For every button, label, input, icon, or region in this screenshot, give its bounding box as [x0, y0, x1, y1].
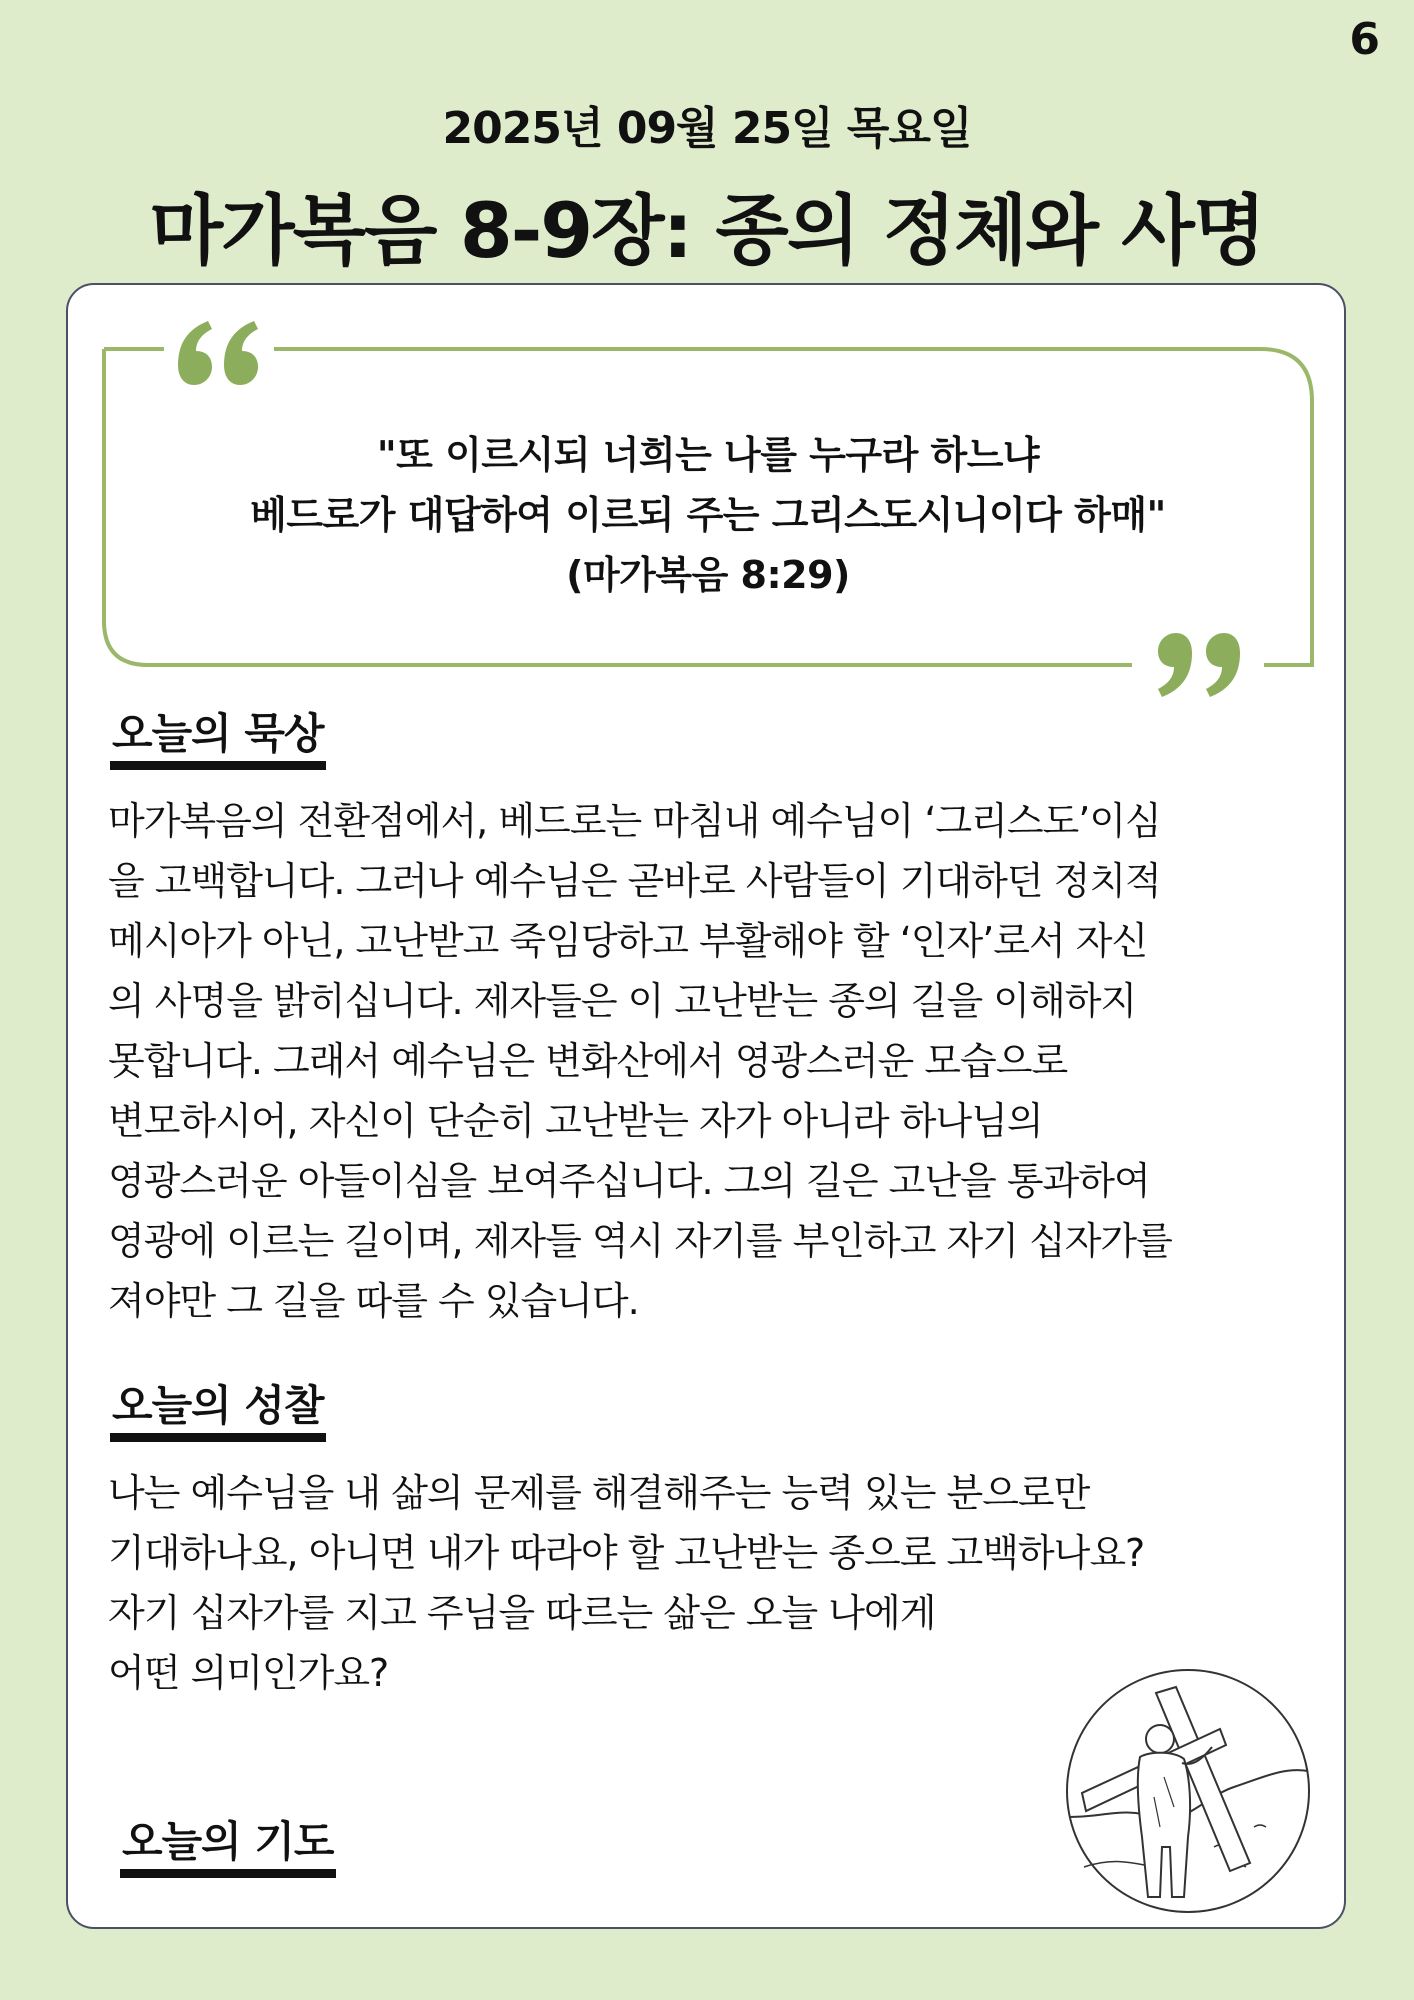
quote-line-1: "또 이르시되 너희는 나를 누구라 하느냐: [376, 433, 1040, 477]
reflection-heading: 오늘의 성찰: [112, 1381, 324, 1430]
page-title: 마가복음 8-9장: 종의 정체와 사명: [149, 186, 1265, 275]
prayer-underline: [120, 1869, 336, 1878]
reflection-underline: [110, 1433, 326, 1442]
devotional-card: [66, 283, 1346, 1929]
quote-line-2: 베드로가 대답하여 이르되 주는 그리스도시니이다 하매": [250, 493, 1166, 537]
page-number: 6: [1349, 14, 1380, 65]
reflection-body: 나는 예수님을 내 삶의 문제를 해결해주는 능력 있는 분으로만 기대하나요, 아니면 내가 따라야 할 고난받는 종으로 고백하나요? 자기 십자가를 지고 주님을 따르는 삶은 오늘 나에게 어떤 의미인가요?: [108, 1471, 1145, 1695]
scripture-quote: [104, 425, 1312, 605]
open-quote-icon: [164, 313, 274, 393]
prayer-heading: 오늘의 기도: [122, 1817, 334, 1866]
meditation-body: 마가복음의 전환점에서, 베드로는 마침내 예수님이 ‘그리스도’이심 을 고백합니다. 그러나 예수님은 곧바로 사람들이 기대하던 정치적 메시아가 아닌, 고난받고 죽임당하고 부활해야 할 ‘인자’로서 자신 의 사명을 밝히십니다. 제자들은 이 고난받는 종의 길을 이해하지 못합니다. 그래서 예수님은 변화산에서 영광스러운 모습으로 변모하시어, 자신이 단순히 고난받는 자가 아니라 하나님의 영광스러운 아들이심을 보여주십니다. 그의 길은 고난을 통과하여 영광에 이르는 길이며, 제자들 역시 자기를 부인하고 자기 십자가를 져야만 그 길을 따를 수 있습니다.: [108, 799, 1172, 1323]
close-quote-icon: [1140, 625, 1260, 705]
man-carrying-cross-illustration: [1064, 1667, 1312, 1915]
quote-reference: (마가복음 8:29): [566, 553, 850, 597]
meditation-underline: [110, 761, 326, 770]
meditation-heading: 오늘의 묵상: [112, 709, 324, 758]
date-heading: 2025년 09월 25일 목요일: [442, 103, 972, 154]
